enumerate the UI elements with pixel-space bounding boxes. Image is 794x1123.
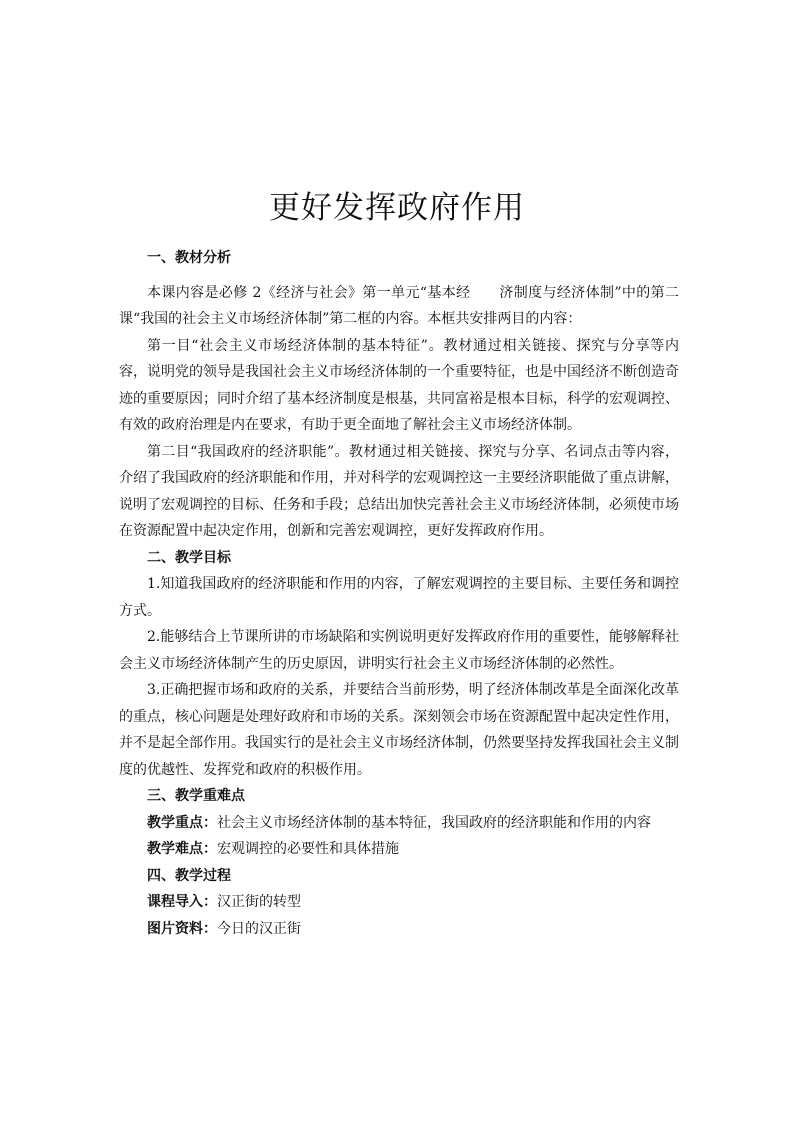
paragraph-goal-3: 3.正确把握市场和政府的关系，并要结合当前形势，明了经济体制改革是全面深化改革的重点，核心问题是处理好政府和市场的关系。深刻领会市场在资源配置中起决定性作用，并不是起全部作用。我国实行的是社会主义市场经济体制，仍然要坚持发挥我国社会主义制度的优越性、发挥党和政府的积极作用。 [119,682,679,778]
section-heading-teaching-goals: 二、教学目标 [147,549,231,566]
paragraph-goal-1: 1.知道我国政府的经济职能和作用的内容，了解宏观调控的主要目标、主要任务和调控方式。 [119,576,679,619]
key-point-line [119,810,679,837]
course-intro-line [119,889,679,916]
paragraph-second-topic: 第二目“我国政府的经济职能”。教材通过相关链接、探究与分享、名词点击等内容，介绍了我国政府的经济职能和作用，并对科学的宏观调控这一主要经济职能做了重点讲解，说明了宏观调控的目标、任务和手段；总结出加快完善社会主义市场经济体制，必须使市场在资源配置中起决定作用，创新和完善宏观调控，更好发挥政府作用。 [119,443,679,539]
document-body [119,245,679,942]
course-intro-text: 汉正街的转型 [217,894,301,910]
picture-material-line [119,916,679,943]
section-heading-teaching-process: 四、教学过程 [147,867,231,884]
key-point-label: 教学重点： [147,814,217,831]
difficult-point-line [119,836,679,863]
course-intro-label: 课程导入： [147,894,217,910]
section-heading-key-difficult-points: 三、教学重难点 [147,788,245,804]
section-heading-textbook-analysis: 一、教材分析 [147,250,231,266]
picture-material-label: 图片资料： [147,920,217,937]
key-point-text: 社会主义市场经济体制的基本特征，我国政府的经济职能和作用的内容 [217,814,651,831]
difficult-point-text: 宏观调控的必要性和具体措施 [217,841,399,857]
paragraph-first-topic: 第一目“社会主义市场经济体制的基本特征”。教材通过相关链接、探究与分享等内容，说明党的领导是我国社会主义市场经济体制的一个重要特征，也是中国经济不断创造奇迹的重要原因；同时介绍了基本经济制度是根基，共同富裕是根本目标，科学的宏观调控、有效的政府治理是内在要求，有助于更全面地了解社会主义市场经济体制。 [119,337,679,433]
difficult-point-label: 教学难点： [147,841,217,857]
paragraph-intro: 本课内容是必修 2《经济与社会》第一单元“基本经 济制度与经济体制”中的第二课“我国的社会主义市场经济体制”第二框的内容。本框共安排两目的内容： [119,284,679,327]
picture-material-text: 今日的汉正街 [217,920,301,937]
paragraph-goal-2: 2.能够结合上节课所讲的市场缺陷和实例说明更好发挥政府作用的重要性，能够解释社会主义市场经济体制产生的历史原因，讲明实行社会主义市场经济体制的必然性。 [119,629,679,672]
page-title: 更好发挥政府作用 [269,189,525,226]
